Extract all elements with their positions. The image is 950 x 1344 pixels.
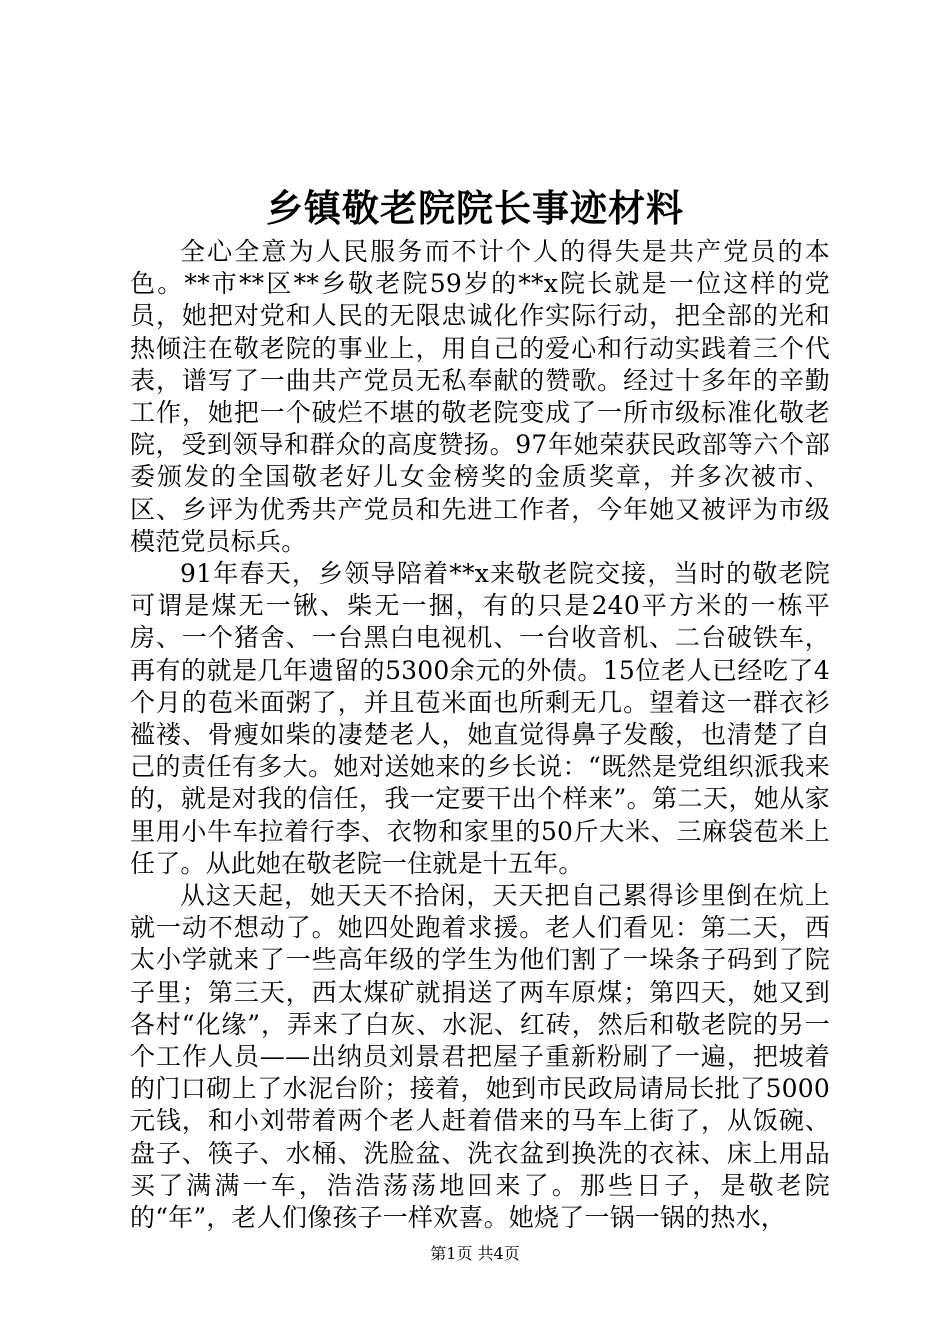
document-body bbox=[130, 236, 830, 1234]
page-number-footer: 第1页 共4页 bbox=[430, 1244, 520, 1263]
document-title: 乡镇敬老院院长事迹材料 bbox=[266, 186, 684, 230]
paragraph: 从这天起，她天天不拾闲，天天把自己累得诊里倒在炕上就一动不想动了。她四处跑着求援。老人们看见：第二天，西太小学就来了一些高年级的学生为他们割了一垛条子码到了院子里；第三天，西太煤矿就捐送了两车原煤；第四天，她又到各村“化缘”，弄来了白灰、水泥、红砖，然后和敬老院的另一个工作人员——出纳员刘景君把屋子重新粉刷了一遍，把坡着的门口砌上了水泥台阶；接着，她到市民政局请局长批了5000元钱，和小刘带着两个老人赶着借来的马车上街了，从饭碗、盘子、筷子、水桶、洗脸盆、洗衣盆到换洗的衣袜、床上用品买了满满一车，浩浩荡荡地回来了。那些日子，是敬老院的“年”，老人们像孩子一样欢喜。她烧了一锅一锅的热水， bbox=[130, 881, 830, 1233]
paragraph: 91年春天，乡领导陪着**x来敬老院交接，当时的敬老院可谓是煤无一锹、柴无一捆，有的只是240平方米的一栋平房、一个猪舍、一台黑白电视机、一台收音机、二台破铁车，再有的就是几年遗留的5300余元的外债。15位老人已经吃了4个月的苞米面粥了，并且苞米面也所剩无几。望着这一群衣衫褴褛、骨瘦如柴的凄楚老人，她直觉得鼻子发酸，也清楚了自己的责任有多大。她对送她来的乡长说：“既然是党组织派我来的，就是对我的信任，我一定要干出个样来”。第二天，她从家里用小牛车拉着行李、衣物和家里的50斤大米、三麻袋苞米上任了。从此她在敬老院一住就是十五年。 bbox=[130, 559, 830, 878]
paragraph: 全心全意为人民服务而不计个人的得失是共产党员的本色。**市**区**乡敬老院59岁的**x院长就是一位这样的党员，她把对党和人民的无限忠诚化作实际行动，把全部的光和热倾注在敬老院的事业上，用自己的爱心和行动实践着三个代表，谱写了一曲共产党员无私奉献的赞歌。经过十多年的辛勤工作，她把一个破烂不堪的敬老院变成了一所市级标准化敬老院，受到领导和群众的高度赞扬。97年她荣获民政部等六个部委颁发的全国敬老好儿女金榜奖的金质奖章，并多次被市、区、乡评为优秀共产党员和先进工作者，今年她又被评为市级模范党员标兵。 bbox=[130, 237, 830, 556]
